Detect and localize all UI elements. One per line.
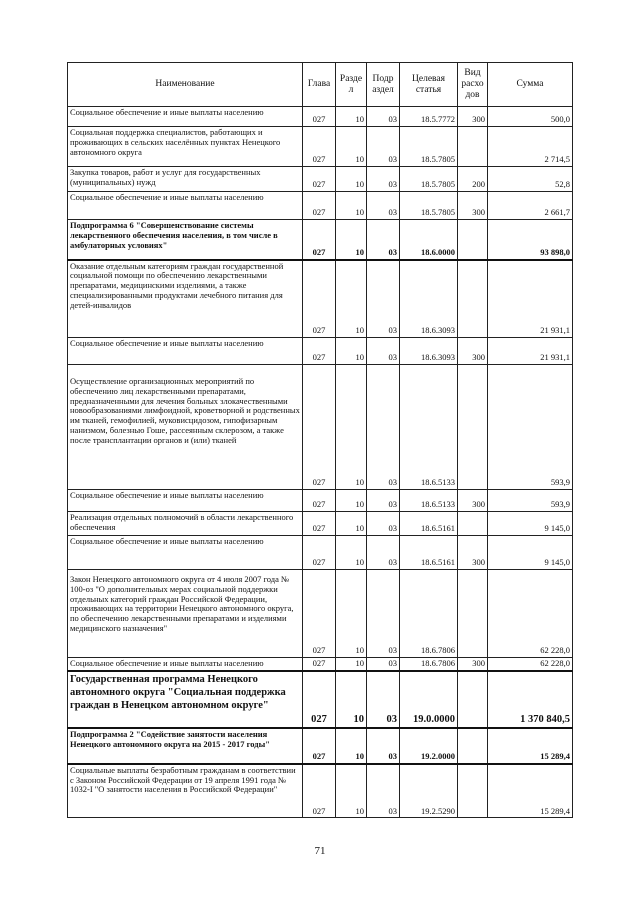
row-sum: 1 370 840,5 [488,671,573,728]
table-row [68,260,573,338]
row-target: 18.5.7772 [400,107,458,127]
row-name: Осуществление организационных мероприятий по обеспечению лиц лекарственными препаратами, предназначенными для лечения больных злокачественными новообразованиями лимфоидной, кроветворной и родственных им тканей, гемофилией, муковисцидозом, гипофизарным нанизмом, болезнью Гоше, рассеянным склерозом, а также после трансплантации органов и (или) тканей [68,365,303,490]
row-subsection: 03 [367,338,400,365]
row-kind: 300 [458,192,488,220]
row-section: 10 [336,512,367,536]
header-chapter: Глава [303,63,336,107]
row-subsection: 03 [367,167,400,192]
row-name: Социальная поддержка специалистов, работающих и проживающих в сельских населённых пунктах Ненецкого автономного округа [68,127,303,167]
row-kind [458,570,488,658]
row-kind: 300 [458,490,488,512]
row-subsection: 03 [367,490,400,512]
row-section: 10 [336,536,367,570]
row-target: 18.5.7805 [400,127,458,167]
row-target: 19.2.5290 [400,764,458,818]
row-subsection: 03 [367,365,400,490]
row-chapter: 027 [303,512,336,536]
row-chapter: 027 [303,764,336,818]
row-name: Социальное обеспечение и иные выплаты населению [68,338,303,365]
row-chapter: 027 [303,570,336,658]
table-row [68,338,573,365]
row-kind: 300 [458,107,488,127]
table-row [68,764,573,818]
header-row [68,63,573,107]
row-chapter: 027 [303,107,336,127]
row-target: 19.0.0000 [400,671,458,728]
row-section: 10 [336,192,367,220]
table-row [68,220,573,260]
budget-table [67,62,573,818]
header-subsection: Подр аздел [367,63,400,107]
row-target: 18.6.0000 [400,220,458,260]
row-chapter: 027 [303,658,336,671]
row-target: 18.6.5161 [400,536,458,570]
row-name: Социальные выплаты безработным гражданам в соответствии с Законом Российской Федерации от 19 апреля 1991 года № 1032-I "О занятости населения в Российской Федерации" [68,764,303,818]
row-name: Социальное обеспечение и иные выплаты населению [68,536,303,570]
row-target: 18.6.5133 [400,490,458,512]
table-row [68,127,573,167]
row-kind [458,220,488,260]
row-kind [458,512,488,536]
row-section: 10 [336,338,367,365]
row-target: 19.2.0000 [400,728,458,764]
row-sum: 62 228,0 [488,658,573,671]
table-row [68,671,573,728]
row-chapter: 027 [303,490,336,512]
row-target: 18.6.3093 [400,260,458,338]
row-sum: 593,9 [488,365,573,490]
page-number: 71 [314,845,326,857]
row-name: Оказание отдельным категориям граждан государственной социальной помощи по обеспечению лекарственными препаратами, медицинскими изделиями, а также специализированными продуктами лечебного питания для детей-инвалидов [68,260,303,338]
row-kind [458,260,488,338]
row-sum: 593,9 [488,490,573,512]
header-name: Наименование [68,63,303,107]
row-subsection: 03 [367,220,400,260]
row-subsection: 03 [367,658,400,671]
row-subsection: 03 [367,512,400,536]
table-row [68,192,573,220]
row-subsection: 03 [367,127,400,167]
row-name: Социальное обеспечение и иные выплаты населению [68,658,303,671]
row-sum: 93 898,0 [488,220,573,260]
row-kind [458,671,488,728]
row-name: Реализация отдельных полномочий в области лекарственного обеспечения [68,512,303,536]
row-name: Закон Ненецкого автономного округа от 4 июля 2007 года № 100-оз "О дополнительных мерах социальной поддержки отдельных категорий граждан Российской Федерации, проживающих на территории Ненецкого автономного округа, по обеспечению лекарственными препаратами и изделиями медицинского назначения" [68,570,303,658]
row-target: 18.6.5161 [400,512,458,536]
row-subsection: 03 [367,728,400,764]
table-row [68,658,573,671]
row-subsection: 03 [367,671,400,728]
row-sum: 52,8 [488,167,573,192]
row-section: 10 [336,220,367,260]
table-row [68,512,573,536]
row-kind [458,127,488,167]
row-kind: 200 [458,167,488,192]
row-subsection: 03 [367,260,400,338]
row-section: 10 [336,671,367,728]
row-section: 10 [336,658,367,671]
table-row [68,107,573,127]
row-sum: 2 661,7 [488,192,573,220]
row-sum: 21 931,1 [488,338,573,365]
row-name: Закупка товаров, работ и услуг для государственных (муниципальных) нужд [68,167,303,192]
row-chapter: 027 [303,728,336,764]
header-target: Целевая статья [400,63,458,107]
row-chapter: 027 [303,192,336,220]
row-section: 10 [336,127,367,167]
row-name: Социальное обеспечение и иные выплаты населению [68,107,303,127]
row-name: Государственная программа Ненецкого автономного округа "Социальная поддержка граждан в Ненецком автономном округе" [68,671,303,728]
row-kind: 300 [458,658,488,671]
row-name: Социальное обеспечение и иные выплаты населению [68,490,303,512]
row-kind: 300 [458,338,488,365]
table-row [68,490,573,512]
row-target: 18.6.5133 [400,365,458,490]
row-sum: 9 145,0 [488,536,573,570]
row-kind [458,764,488,818]
table-row [68,570,573,658]
row-kind: 300 [458,536,488,570]
row-sum: 21 931,1 [488,260,573,338]
header-sum: Сумма [488,63,573,107]
row-kind [458,728,488,764]
row-sum: 9 145,0 [488,512,573,536]
row-subsection: 03 [367,570,400,658]
row-sum: 62 228,0 [488,570,573,658]
row-target: 18.5.7805 [400,167,458,192]
row-chapter: 027 [303,338,336,365]
row-section: 10 [336,167,367,192]
row-section: 10 [336,260,367,338]
row-subsection: 03 [367,764,400,818]
table-row [68,365,573,490]
row-name: Подпрограмма 2 "Содействие занятости населения Ненецкого автономного округа на 2015 - 2017 годы" [68,728,303,764]
row-section: 10 [336,490,367,512]
table-row [68,536,573,570]
row-subsection: 03 [367,107,400,127]
row-section: 10 [336,365,367,490]
header-section: Разде л [336,63,367,107]
row-chapter: 027 [303,536,336,570]
row-section: 10 [336,728,367,764]
row-section: 10 [336,107,367,127]
row-chapter: 027 [303,167,336,192]
row-sum: 15 289,4 [488,764,573,818]
row-target: 18.6.3093 [400,338,458,365]
row-section: 10 [336,570,367,658]
row-target: 18.6.7806 [400,570,458,658]
row-sum: 15 289,4 [488,728,573,764]
row-sum: 500,0 [488,107,573,127]
row-sum: 2 714,5 [488,127,573,167]
row-section: 10 [336,764,367,818]
row-kind [458,365,488,490]
row-chapter: 027 [303,127,336,167]
row-target: 18.5.7805 [400,192,458,220]
row-target: 18.6.7806 [400,658,458,671]
row-name: Подпрограмма 6 "Совершенствование системы лекарственного обеспечения населения, в том числе в амбулаторных условиях" [68,220,303,260]
header-kind: Вид расхо дов [458,63,488,107]
row-chapter: 027 [303,220,336,260]
table-row [68,167,573,192]
row-chapter: 027 [303,260,336,338]
row-chapter: 027 [303,671,336,728]
row-name: Социальное обеспечение и иные выплаты населению [68,192,303,220]
row-chapter: 027 [303,365,336,490]
row-subsection: 03 [367,536,400,570]
row-subsection: 03 [367,192,400,220]
table-row [68,728,573,764]
